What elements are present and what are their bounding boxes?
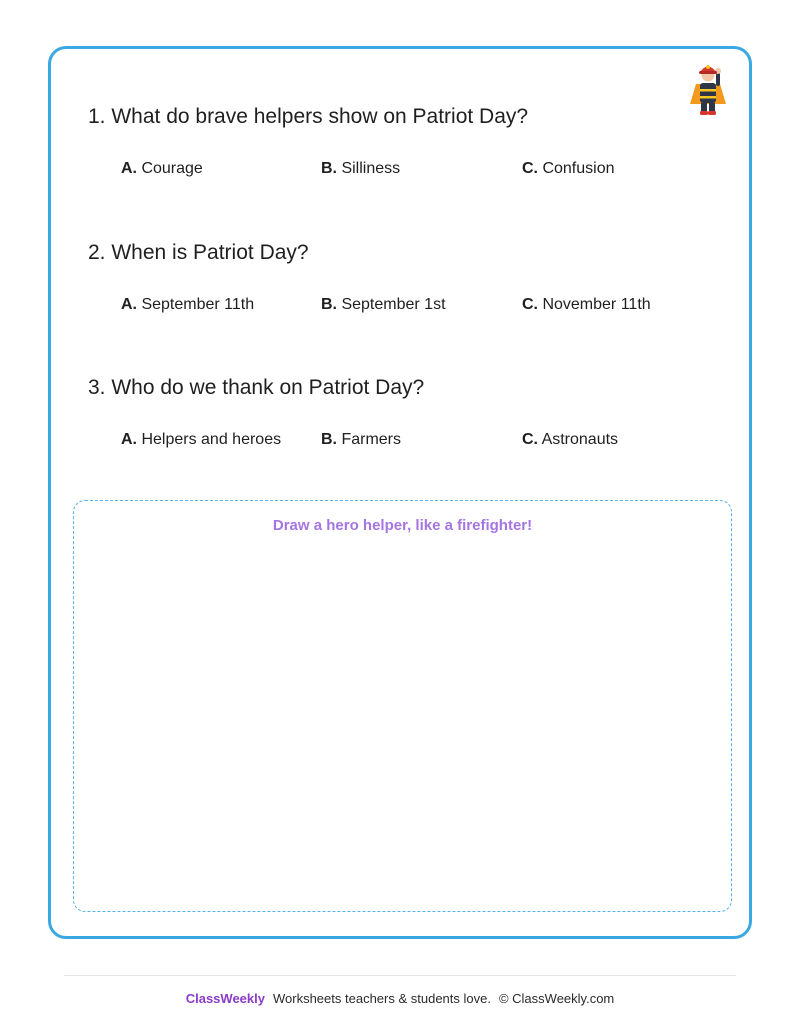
option-letter: B.: [321, 431, 337, 448]
question-1: [88, 104, 728, 180]
option-c: [522, 429, 618, 451]
footer-copyright: © ClassWeekly.com: [498, 991, 615, 1006]
question-3: [88, 375, 728, 451]
option-text: September 11th: [141, 296, 255, 313]
footer-divider: [64, 975, 736, 976]
option-letter: B.: [321, 296, 337, 313]
option-text: November 11th: [542, 296, 651, 313]
option-a: [121, 294, 254, 316]
drawing-prompt: Draw a hero helper, like a firefighter!: [272, 517, 533, 534]
option-text: Helpers and heroes: [141, 431, 282, 448]
option-letter: B.: [321, 160, 337, 177]
answer-options: [88, 429, 728, 451]
option-a: [121, 158, 203, 180]
option-a: [121, 429, 281, 451]
option-letter: C.: [522, 160, 538, 177]
option-letter: A.: [121, 431, 137, 448]
question-text: 1. What do brave helpers show on Patriot Day?: [88, 105, 529, 128]
option-c: [522, 158, 615, 180]
question-text: 2. When is Patriot Day?: [88, 241, 309, 264]
option-text: Astronauts: [541, 431, 619, 448]
option-letter: A.: [121, 296, 137, 313]
footer-brand: ClassWeekly: [185, 991, 265, 1006]
option-b: [321, 158, 400, 180]
option-letter: C.: [522, 431, 538, 448]
option-text: Courage: [141, 160, 203, 177]
option-b: [321, 429, 401, 451]
option-text: September 1st: [341, 296, 446, 313]
option-text: Silliness: [341, 160, 401, 177]
footer-tagline: Worksheets teachers & students love.: [272, 991, 491, 1006]
question-2: [88, 240, 728, 316]
question-text: 3. Who do we thank on Patriot Day?: [88, 376, 425, 399]
option-c: [522, 294, 651, 316]
answer-options: [88, 158, 728, 180]
option-b: [321, 294, 446, 316]
answer-options: [88, 294, 728, 316]
option-letter: A.: [121, 160, 137, 177]
option-text: Confusion: [542, 160, 615, 177]
drawing-area[interactable]: [73, 500, 732, 912]
footer: [0, 991, 800, 1006]
option-text: Farmers: [341, 431, 402, 448]
option-letter: C.: [522, 296, 538, 313]
